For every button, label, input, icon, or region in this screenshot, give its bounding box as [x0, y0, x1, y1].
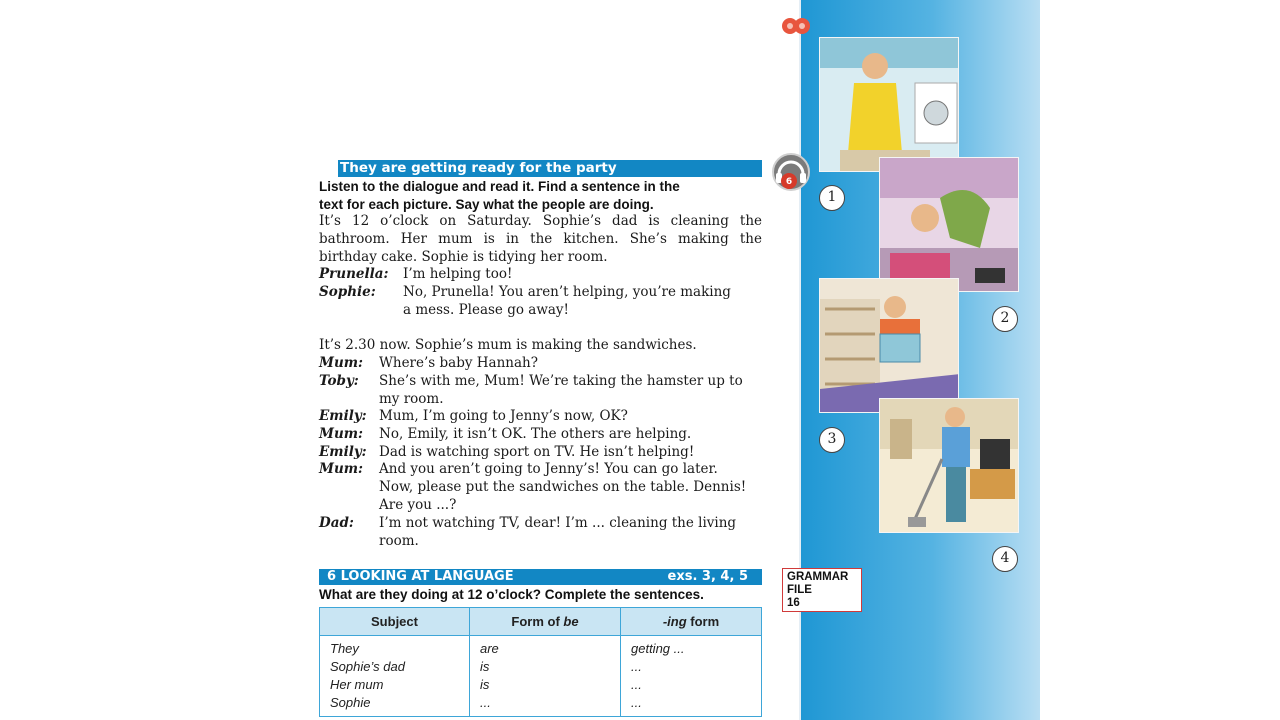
intro-paragraph: It’s 12 o’clock on Saturday. Sophie’s dad is cleaning the bathroom. Her mum is in the kitchen. She’s making the birthday cake. Sophie is tidying her room. [319, 213, 762, 265]
speech-text: No, Prunella! You aren’t helping, you’re making [403, 284, 731, 300]
speaker-name: Emily: [319, 408, 367, 424]
speech-text: Now, please put the sandwiches on the table. Dennis! [379, 479, 747, 495]
picture-2 [879, 157, 1019, 292]
stairs-illustration [820, 279, 959, 413]
dialogue-line [319, 444, 762, 462]
speaker-name: Prunella: [319, 266, 389, 282]
table-row [320, 676, 762, 694]
picture-number-4: 4 [992, 546, 1018, 572]
speaker-name: Mum: [319, 355, 364, 371]
table-cell: is [470, 676, 621, 694]
speaker-name: Dad: [319, 515, 354, 531]
speech-text: Mum, I’m going to Jenny’s now, OK? [379, 408, 628, 424]
table-cell: is [470, 658, 621, 676]
speech-text: I’m helping too! [403, 266, 513, 282]
table-cell: getting ... [621, 636, 762, 659]
speech-text: a mess. Please go away! [403, 302, 569, 318]
table-cell: Sophie’s dad [320, 658, 470, 676]
table-cell: ... [470, 694, 621, 717]
speech-text: Where’s baby Hannah? [379, 355, 538, 371]
picture-3 [819, 278, 959, 413]
cd-icon [781, 17, 811, 35]
speech-text: Are you ...? [379, 497, 457, 513]
language-section-bar [319, 569, 762, 585]
table-cell: ... [621, 658, 762, 676]
table-cell: ... [621, 694, 762, 717]
table-row [320, 658, 762, 676]
speech-text: room. [379, 533, 419, 549]
speaker-name: Emily: [319, 444, 367, 460]
table-cell: Sophie [320, 694, 470, 717]
header-subject: Subject [320, 608, 470, 636]
table-cell: ... [621, 676, 762, 694]
speech-text: No, Emily, it isn’t OK. The others are helping. [379, 426, 692, 442]
picture-number-2: 2 [992, 306, 1018, 332]
speaker-name: Mum: [319, 461, 364, 477]
speech-text: She’s with me, Mum! We’re taking the hamster up to [379, 373, 743, 389]
dialogue-line [319, 461, 762, 515]
cooking-illustration [820, 38, 959, 172]
section-title-bar [338, 160, 762, 177]
dialogue-line [319, 355, 762, 373]
speaker-name: Mum: [319, 426, 364, 442]
picture-number-1: 1 [819, 185, 845, 211]
speech-text: my room. [379, 391, 444, 407]
language-title: 6 LOOKING AT LANGUAGE [327, 569, 514, 584]
dialogue-line [319, 373, 762, 409]
dialogue-line [319, 426, 762, 444]
living-room-illustration [880, 399, 1019, 533]
track-number: 6 [785, 177, 793, 187]
picture-4 [879, 398, 1019, 533]
picture-number-3: 3 [819, 427, 845, 453]
speaker-name: Sophie: [319, 284, 376, 300]
speech-text: I’m not watching TV, dear! I’m ... cleaning the living [379, 515, 737, 531]
intro-paragraph-2: It’s 2.30 now. Sophie’s mum is making the sandwiches. [319, 337, 697, 353]
dialogue-line [319, 266, 762, 284]
speaker-name: Toby: [319, 373, 359, 389]
picture-1 [819, 37, 959, 172]
page-title: They are getting ready for the party [340, 160, 617, 176]
reading-instruction-1: Listen to the dialogue and read it. Find a sentence in the [319, 179, 680, 194]
grammar-file-number: 16 [787, 597, 800, 609]
header-ing-form: -ing form [621, 608, 762, 636]
table-cell: They [320, 636, 470, 659]
reading-instruction-2: text for each picture. Say what the people are doing. [319, 197, 654, 212]
speech-text: Dad is watching sport on TV. He isn’t helping! [379, 444, 695, 460]
table-cell: are [470, 636, 621, 659]
table-row [320, 636, 762, 659]
dialogue-line [319, 284, 762, 320]
grammar-table [319, 607, 762, 717]
exercise-reference: exs. 3, 4, 5 [667, 569, 748, 584]
table-row [320, 694, 762, 717]
grammar-file-label: FILE [787, 584, 812, 596]
header-form-of-be: Form of be [470, 608, 621, 636]
dialogue-line [319, 515, 762, 551]
grammar-file-box[interactable] [782, 568, 862, 612]
language-instruction: What are they doing at 12 o’clock? Complete the sentences. [319, 587, 704, 602]
tidying-illustration [880, 158, 1019, 292]
dialogue-line [319, 408, 762, 426]
speech-text: And you aren’t going to Jenny’s! You can go later. [379, 461, 718, 477]
table-cell: Her mum [320, 676, 470, 694]
grammar-file-label: GRAMMAR [787, 571, 849, 583]
